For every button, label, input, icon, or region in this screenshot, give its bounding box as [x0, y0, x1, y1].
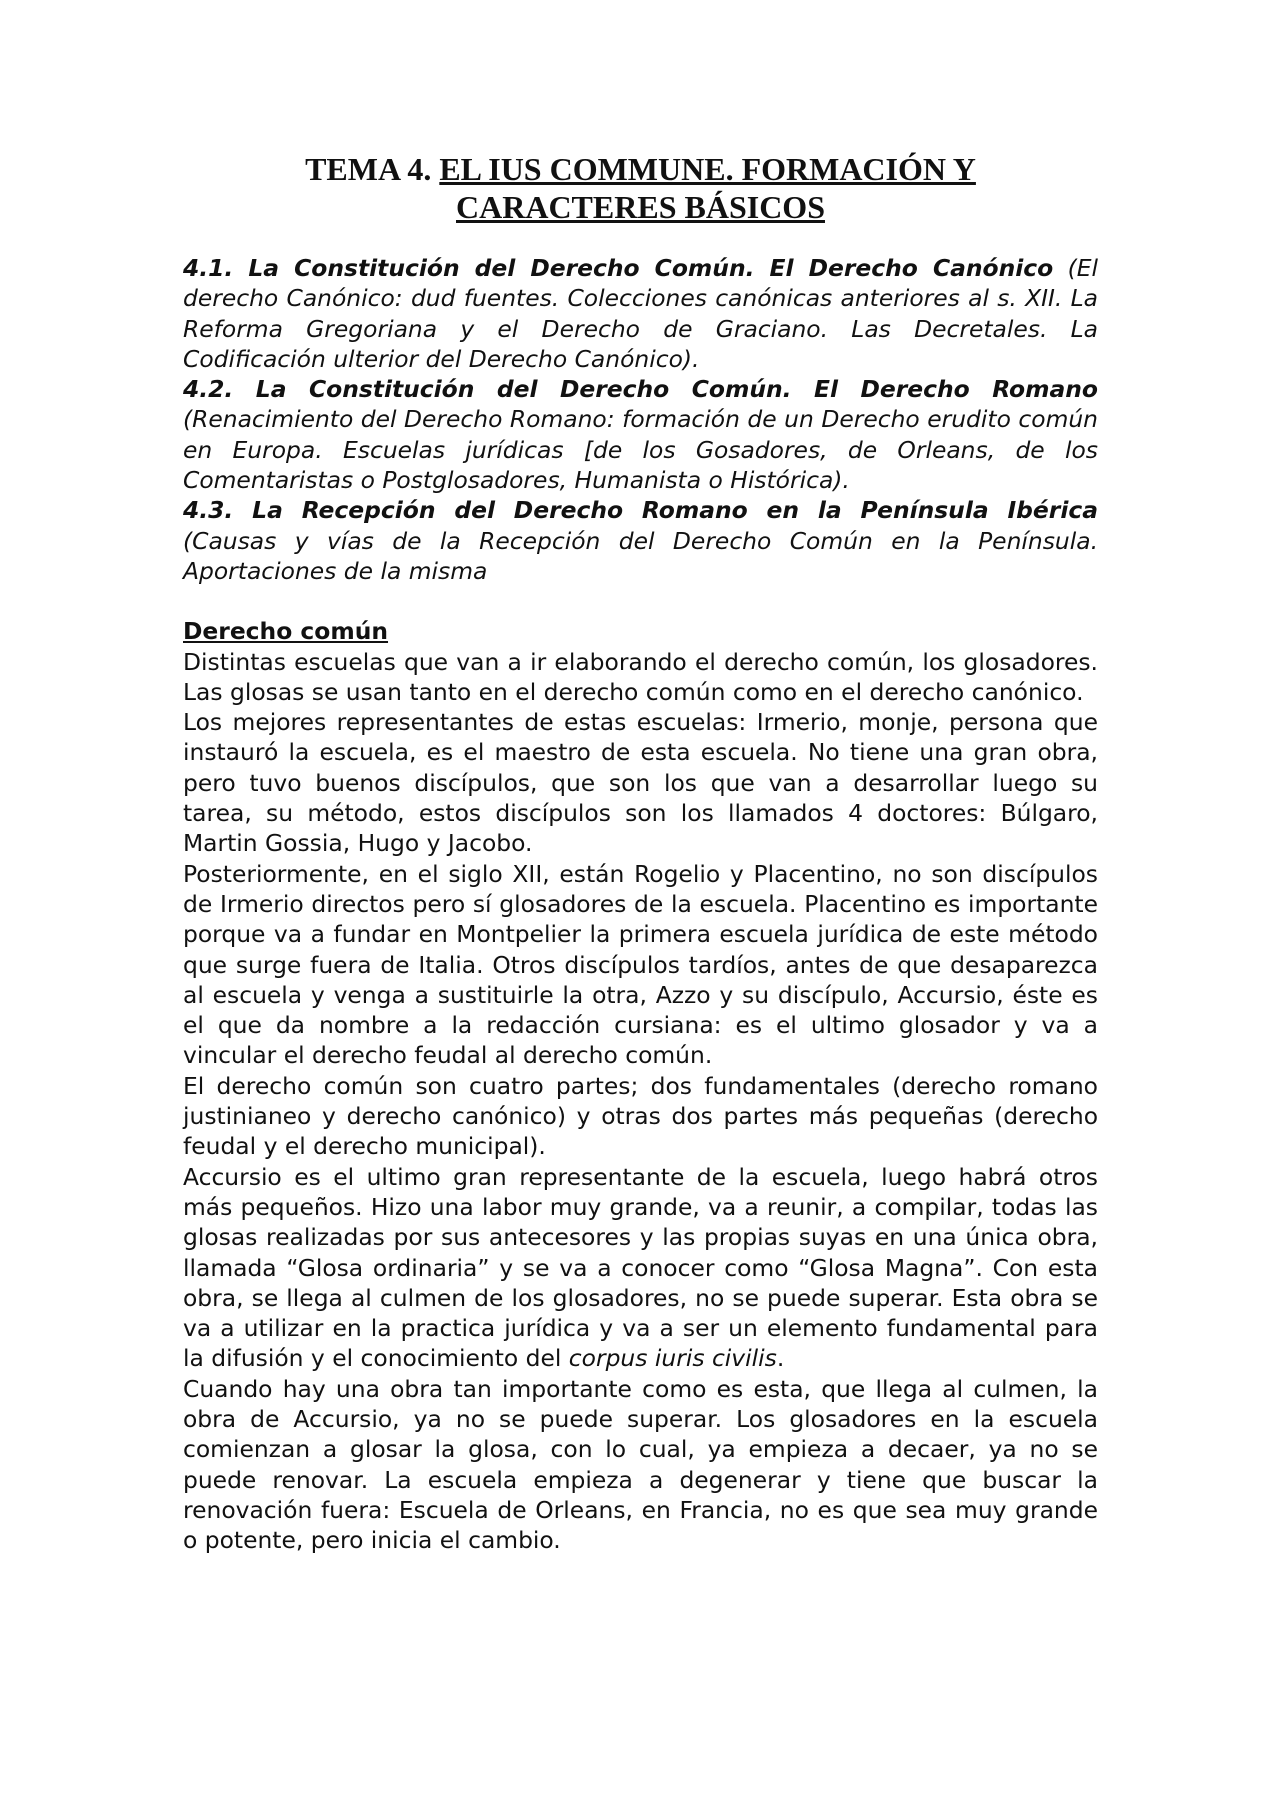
- section-heading: 4.1. La Constitución del Derecho Común. El Derecho Canónico: [183, 254, 1054, 282]
- section-4-1: [183, 253, 1098, 374]
- title-prefix: TEMA 4.: [305, 151, 440, 187]
- paragraph-end: .: [776, 1344, 785, 1373]
- paragraph: [183, 1162, 1098, 1374]
- blank-line: [183, 586, 1098, 616]
- paragraph-text: Accursio es el ultimo gran representante de la escuela, luego habrá otros más pequeños. Hizo una labor muy grande, va a reunir, a compilar, todas las glosas realizadas por sus antecesores y las propias suyas en una única obra, llamada “Glosa ordinaria” y se va a conocer como “Glosa Magna”. Con esta obra, se llega al culmen de los glosadores, no se puede superar. Esta obra se va a utilizar en la practica jurídica y va a ser un elemento fundamental para la difusión y el conocimiento del: [183, 1162, 1098, 1373]
- document-body: [183, 253, 1098, 1555]
- section-4-2: [183, 374, 1098, 495]
- section-heading: 4.3. La Recepción del Derecho Romano en la Península Ibérica: [183, 496, 1098, 525]
- section-description: (Renacimiento del Derecho Romano: formación de un Derecho erudito común en Europa. Escuelas jurídicas [de los Gosadores, de Orleans, de los Comentaristas o Postglosadores, Humanista o Histórica).: [183, 405, 1098, 495]
- paragraph: Distintas escuelas que van a ir elaborando el derecho común, los glosadores. Las glosas se usan tanto en el derecho común como en el derecho canónico.: [183, 647, 1098, 706]
- paragraph: El derecho común son cuatro partes; dos fundamentales (derecho romano justinianeo y derecho canónico) y otras dos partes más pequeñas (derecho feudal y el derecho municipal).: [183, 1071, 1098, 1161]
- section-description: (Causas y vías de la Recepción del Derecho Común en la Península. Aportaciones de la misma: [183, 526, 1098, 585]
- title-underlined-line2: CARACTERES BÁSICOS: [456, 189, 825, 225]
- paragraph: Los mejores representantes de estas escuelas: Irmerio, monje, persona que instauró la escuela, es el maestro de esta escuela. No tiene una gran obra, pero tuvo buenos discípulos, que son los que van a desarrollar luego su tarea, su método, estos discípulos son los llamados 4 doctores: Búlgaro, Martin Gossia, Hugo y Jacobo.: [183, 708, 1098, 858]
- italic-term: corpus iuris civilis: [568, 1344, 777, 1373]
- derecho-comun-heading-line: [183, 616, 1098, 646]
- document-title: [183, 150, 1098, 226]
- section-heading: 4.2. La Constitución del Derecho Común. El Derecho Romano: [183, 375, 1098, 404]
- title-underlined-line1: EL IUS COMMUNE. FORMACIÓN Y: [439, 151, 976, 187]
- section-description: (El derecho Canónico: dud fuentes. Colecciones canónicas anteriores al s. XII. La Reforma Gregoriana y el Derecho de Graciano. Las Decretales. La Codificación ulterior del Derecho Canónico).: [183, 254, 1098, 373]
- paragraph: Posteriormente, en el siglo XII, están Rogelio y Placentino, no son discípulos de Irmerio directos pero sí glosadores de la escuela. Placentino es importante porque va a fundar en Montpelier la primera escuela jurídica de este método que surge fuera de Italia. Otros discípulos tardíos, antes de que desaparezca al escuela y venga a sustituirle la otra, Azzo y su discípulo, Accursio, éste es el que da nombre a la redacción cursiana: es el ultimo glosador y va a vincular el derecho feudal al derecho común.: [183, 859, 1098, 1070]
- paragraph: Cuando hay una obra tan importante como es esta, que llega al culmen, la obra de Accursio, ya no se puede superar. Los glosadores en la escuela comienzan a glosar la glosa, con lo cual, ya empieza a decaer, ya no se puede renovar. La escuela empieza a degenerar y tiene que buscar la renovación fuera: Escuela de Orleans, en Francia, no es que sea muy grande o potente, pero inicia el cambio.: [183, 1374, 1098, 1555]
- section-4-3: [183, 495, 1098, 586]
- subsection-heading: Derecho común: [183, 617, 389, 646]
